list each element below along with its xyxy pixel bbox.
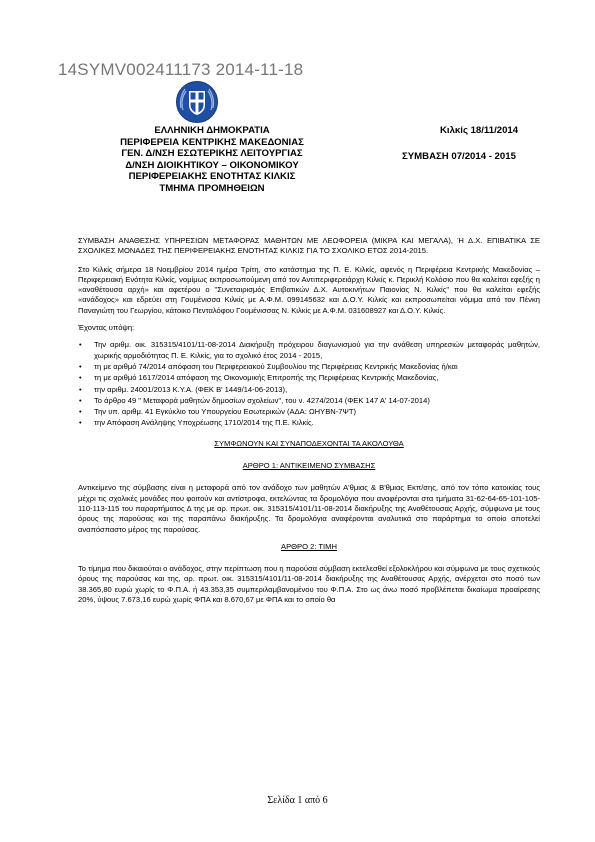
bullet-icon: • (79, 361, 82, 371)
greek-coat-of-arms-icon (175, 80, 219, 124)
contract-body (78, 236, 540, 612)
agreement-heading: ΣΥΜΦΩΝΟΥΝ ΚΑΙ ΣΥΝΑΠΟΔΕΧΟΝΤΑΙ ΤΑ ΑΚΟΛΟΥΘΑ (214, 438, 404, 448)
list-item (78, 407, 540, 417)
bullet-icon: • (79, 373, 82, 383)
contract-date: Κιλκίς 18/11/2014 (440, 125, 519, 136)
list-item-text: Την αριθμ. οικ. 315315/4101/11-08-2014 Διακήρυξη πρόχειρου διαγωνισμού για την ανάθεση υπηρεσιών μεταφοράς μαθητών, χωρικής αρμοδιότητας Π. Ε. Κιλκίς, για το σχολικό έτος 2014 - 2015, (94, 340, 540, 360)
authority-line: ΓΕΝ. Δ/ΝΣΗ ΕΣΩΤΕΡΙΚΗΣ ΛΕΙΤΟΥΡΓΙΑΣ (121, 148, 303, 160)
article-1-text: Αντικείμενο της σύμβασης είναι η μεταφορά από τον ανάδοχο των μαθητών Α'θμιας & Β'θμιας Εκπ/σης, από τον τόπο κατοικίας τους μέχρι τις σχολικές μονάδες που φοιτούν και αντίστροφα, εκτελώντας τα δρομολόγια που αναφέρονται στα τμήματα 31-62-64-65-101-105-110-113-115 του παραρτήματος Δ της με αρ. πρωτ. οικ. 315315/4101/11-08-2014 διακήρυξης της Αναθέτουσας Αρχής, σύμφωνα με τους όρους της παρούσας και της παραπάνω διακήρυξης. Τα δρομολόγια αναφέρονται αναλυτικά στο παράρτημα το οποίο αποτελεί αναπόσπαστο μέρος της παρούσας. (78, 483, 540, 534)
contract-number: ΣΥΜΒΑΣΗ 07/2014 - 2015 (402, 151, 516, 162)
article-2-text: Το τίμημα που δικαιούται ο ανάδοχος, στην περίπτωση που η παρούσα σύμβαση εκτελεσθεί εξολοκλήρου και σύμφωνα με τους σχετικούς όρους της παρούσας και της, αρ. πρωτ. οικ. 315315/4101/11-08-2014 διακήρυξης της Αναθέτουσας Αρχής, ανέρχεται στο ποσό των 38.365,80 ευρώ χωρίς το Φ.Π.Α. ή 43.353,35 συμπεριλαμβανομένου του Φ.Π.Α. Στο ως άνω ποσό προβλέπεται δικαίωμα προαίρεσης 20%, ύψους 7.673,16 ευρώ χωρίς ΦΠΑ και 8.670,67 με ΦΠΑ και το οποίο θα (78, 564, 540, 605)
list-item (78, 362, 540, 372)
authority-line: ΤΜΗΜΑ ΠΡΟΜΗΘΕΙΩΝ (159, 182, 265, 194)
contract-title: ΣΥΜΒΑΣΗ ΑΝΑΘΕΣΗΣ ΥΠΗΡΕΣΙΩΝ ΜΕΤΑΦΟΡΑΣ ΜΑΘΗΤΩΝ ΜΕ ΛΕΩΦΟΡΕΙΑ (ΜΙΚΡΑ ΚΑΙ ΜΕΓΑΛΑ), Ή Δ.Χ. ΕΠΙΒΑΤΙΚΑ ΣΕ ΣΧΟΛΙΚΕΣ ΜΟΝΑΔΕΣ ΤΗΣ ΠΕΡΙΦΕΡΕΙΑΚΗΣ ΕΝΟΤΗΤΑΣ ΚΙΛΚΙΣ ΓΙΑ ΤΟ ΣΧΟΛΙΚΟ ΕΤΟΣ 2014-2015. (78, 236, 540, 256)
intro-paragraph: Στο Κιλκίς σήμερα 18 Νοεμβρίου 2014 ημέρα Τρίτη, στο κατάστημα της Π. Ε. Κιλκίς, αφενός η Περιφέρεια Κεντρικής Μακεδονίας – Περιφερειακή Ενότητα Κιλκίς, νομίμως εκπροσωπούμενη από τον Αντιπεριφερειάρχη Κιλκίς κ. Περικλή Κολόσιο που θα καλείται εφεξής η «αναθέτουσα αρχή» και αφετέρου ο "Συνεταιρισμός Επιβατικών Δ.Χ. Αυτοκινήτων Παιονίας Ν. Κιλκίς" που θα καλείται εφεξής «ανάδοχος» και εδρεύει στη Γουμένισσα Κιλκίς με Α.Φ.Μ. 099145632 και Δ.Ο.Υ. Κιλκίς και εκπροσωπείται νόμιμα από τον Πένκη Παναγιώτη του Γεωργίου, κάτοικο Πενταλόφου Γουμένισσας Ν. Κιλκίς με Α.Φ.Μ. 031608927 και Δ.Ο.Υ. Κιλκίς. (78, 264, 540, 315)
bullet-icon: • (79, 418, 82, 428)
document-id-watermark: 14SYMV002411173 2014-11-18 (58, 60, 304, 79)
bullet-icon: • (79, 407, 82, 417)
bullet-icon: • (79, 384, 82, 394)
list-item-text: τη με αριθμό 74/2014 απόφαση του Περιφερειακού Συμβουλίου της Περιφέρειας Κεντρικής Μακεδονίας ή/και (94, 361, 458, 371)
list-item (78, 418, 540, 428)
list-item-text: την Απόφαση Ανάληψης Υποχρέωσης 1710/2014 της Π.Ε. Κιλκίς. (94, 418, 314, 428)
list-item (78, 373, 540, 383)
list-item (78, 396, 540, 406)
authority-line: ΠΕΡΙΦΕΡΕΙΑΚΗΣ ΕΝΟΤΗΤΑΣ ΚΙΛΚΙΣ (128, 171, 296, 183)
bullet-icon: • (79, 395, 82, 405)
considering-heading: Έχοντας υπόψη: (78, 323, 135, 333)
list-item (78, 340, 540, 361)
authority-line: ΠΕΡΙΦΕΡΕΙΑ ΚΕΝΤΡΙΚΗΣ ΜΑΚΕΔΟΝΙΑΣ (120, 136, 304, 148)
list-item-text: την αριθμ. 24001/2013 Κ.Υ.Α. (ΦΕΚ Β' 1449/14-06-2013), (94, 384, 288, 394)
issuing-authority-block (92, 125, 332, 195)
list-item-text: τη με αριθμό 1617/2014 απόφαση της Οικονομικής Επιτροπής της Περιφέρειας Κεντρικής Μακεδονίας, (94, 373, 439, 383)
article-2-heading: ΑΡΘΡΟ 2: ΤΙΜΗ (281, 541, 337, 551)
list-item-text: Την υπ. αριθμ. 41 Εγκύκλιο του Υπουργείου Εσωτερικών (ΑΔΑ: ΩΗΥΒΝ-7ΨΤ) (94, 407, 357, 417)
authority-line: ΕΛΛΗΝΙΚΗ ΔΗΜΟΚΡΑΤΙΑ (154, 125, 270, 136)
article-1-heading: ΑΡΘΡΟ 1: ΑΝΤΙΚΕΙΜΕΝΟ ΣΥΜΒΑΣΗΣ (242, 461, 376, 471)
considerations-list (78, 340, 540, 428)
bullet-icon: • (79, 340, 82, 350)
list-item-text: Το άρθρο 49 " Μεταφορά μαθητών δημοσίων σχολείων", του ν. 4274/2014 (ΦΕΚ 147 Α' 14-07-2014) (94, 395, 430, 405)
page-number: Σελίδα 1 από 6 (267, 795, 328, 806)
authority-line: Δ/ΝΣΗ ΔΙΟΙΚΗΤΙΚΟΥ – ΟΙΚΟΝΟΜΙΚΟΥ (125, 159, 299, 171)
list-item (78, 385, 540, 395)
